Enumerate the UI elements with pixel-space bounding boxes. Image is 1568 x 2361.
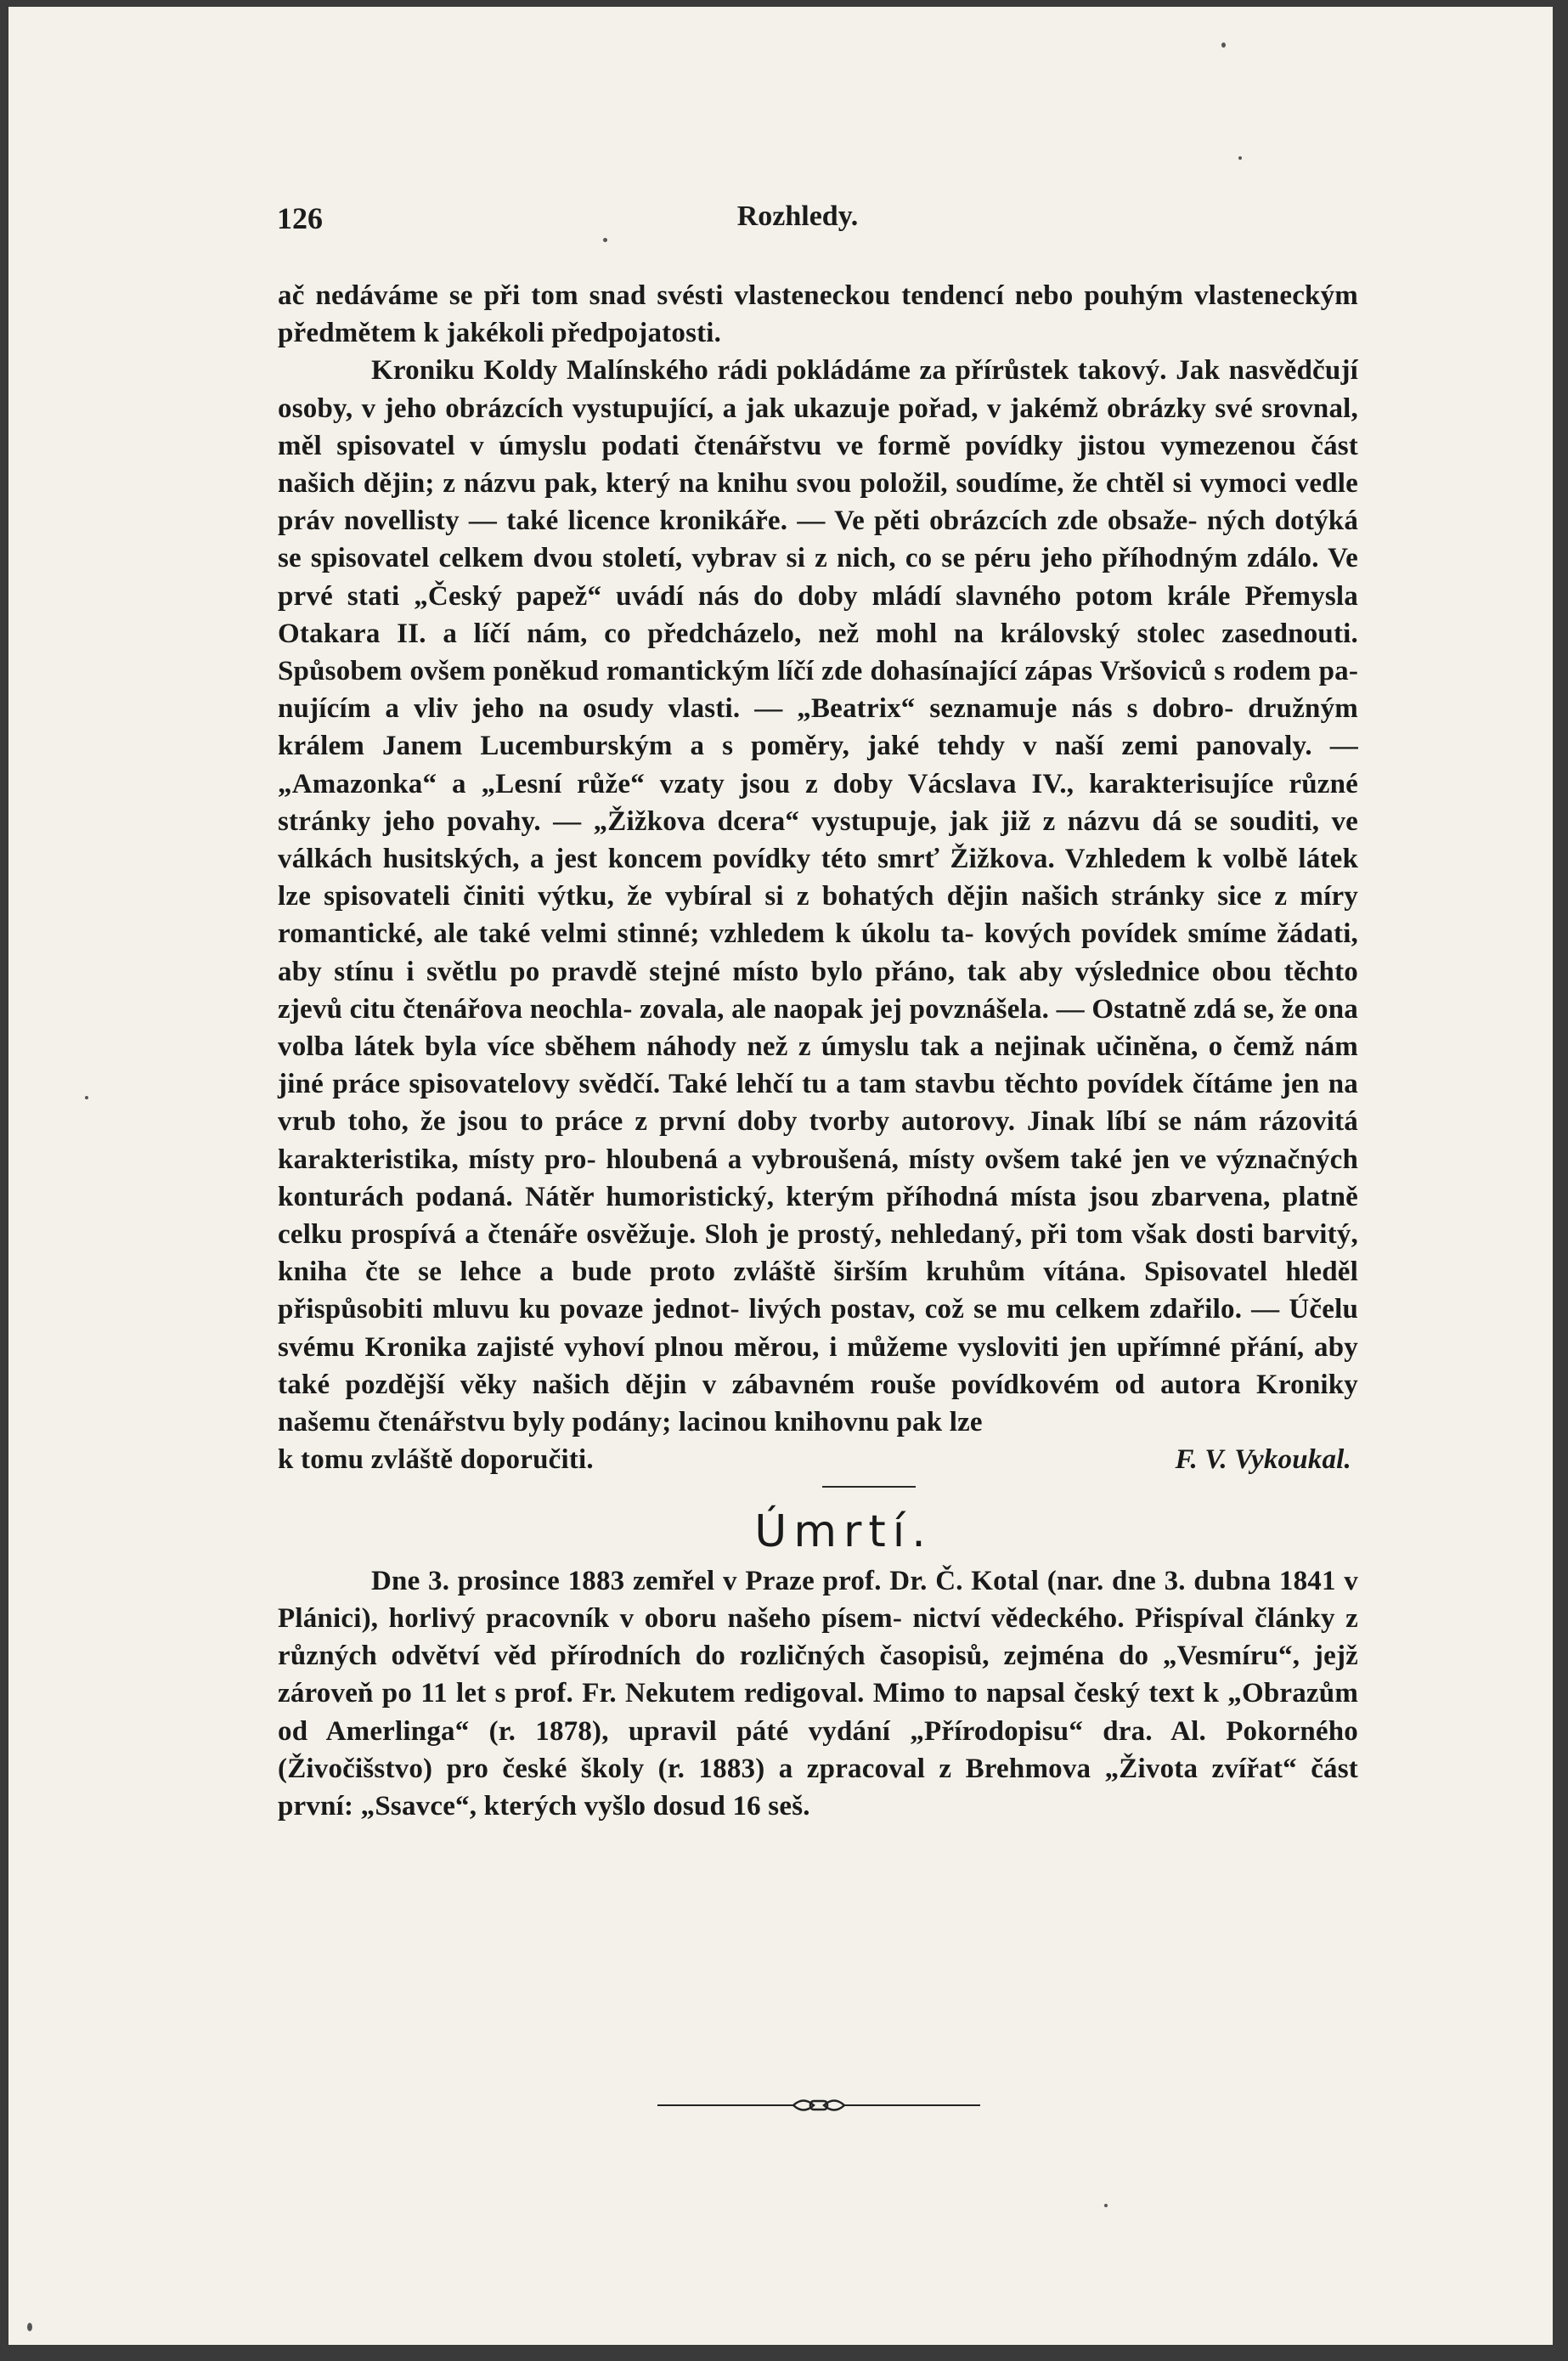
text-line: Dne 3. prosince 1883 zemřel v Praze prof. Dr. Č. Kotal (nar.: [371, 1565, 1104, 1596]
review-closing-line: [278, 1441, 1358, 1478]
text-line: látek byla více sběhem náhody než z úmyslu tak a nejinak učiněna,: [354, 1031, 1199, 1063]
text-line: předcházelo, než mohl na královský stolec zasednouti. Spůsobem ovšem: [278, 618, 1358, 687]
text-line: kových povídek smíme žádati, aby stínu i světlu po pravdě stejné místo: [278, 918, 1359, 987]
text-line: nictví vědeckého. Přispíval články z různých odvětví věd přírodních: [278, 1602, 1358, 1672]
running-head: Rozhledy.: [736, 201, 859, 232]
text-line: zemi panovaly. — „Amazonka“ a „Lesní růže“ vzaty jsou z doby: [278, 731, 1358, 799]
page-header: [8, 201, 1553, 243]
text-line: dne 3. dubna 1841 v Plánici), horlivý pracovník v oboru našeho písem-: [278, 1565, 1358, 1634]
text-line: livých postav, což se mu celkem zdařilo. — Účelu svému Kronika zajisté: [278, 1294, 1359, 1363]
text-line: platně celku prospívá a čtenáře osvěžuje. Sloh je prostý, nehledaný, při: [278, 1181, 1359, 1251]
text-line: Kroniky našemu čtenářstvu byly podány; lacinou knihovnu pak lze: [278, 1369, 1358, 1438]
text-line: nujícím a vliv jeho na osudy vlasti. — „Beatrix“ seznamuje nás s dobro-: [278, 693, 1234, 725]
text-line: spisovateli činiti výtku, že vybíral si z bohatých dějin našich stránky: [324, 881, 1205, 912]
text-line: ač nedáváme se při tom snad svésti vlasteneckou tendencí nebo pouhým: [278, 280, 1184, 311]
text-line: péru jeho příhodným zdálo. Ve prvé stati „Český papež“ uvádí nás do: [278, 543, 1358, 612]
review-paragraph-1: [278, 277, 1358, 352]
paper-speck: [1104, 2204, 1108, 2207]
text-line: od Amerlinga“ (r. 1878), upravil páté vydání „Přírodopisu“ dra. Al.: [278, 1715, 1206, 1747]
text-line: hloubená a vybroušená, místy ovšem také jen ve význačných konturách: [278, 1144, 1358, 1212]
obituary-heading: Úmrtí.: [754, 1505, 933, 1557]
text-line: a jest koncem povídky této smrť Žižkova. Vzhledem k volbě látek lze: [278, 844, 1358, 912]
text-line: do rozličných časopisů, zejména do „Vesmíru“, jejž zároveň po 11 let: [278, 1641, 1358, 1709]
text-line: pozdější věky našich dějin v zábavném rouše povídkovém od autora: [345, 1369, 1241, 1400]
text-line: doby mládí slavného potom krále Přemysla Otakara II. a líčí nám, co: [278, 580, 1358, 649]
text-line: Vácslava IV., karakterisujíce různé stránky jeho povahy. — „Žižkova: [278, 768, 1359, 837]
text-line: zovala, ale naopak jej povznášela. — Ostatně zdá se, že ona volba: [278, 993, 1358, 1063]
text-line: kruhům vítána. Spisovatel hleděl přispůsobiti mluvu ku povaze jednot-: [278, 1257, 1359, 1325]
text-line: v jakémž obrázky své srovnal, měl spisovatel v úmyslu podati čtenářstvu: [278, 393, 1358, 461]
text-line: novellisty — také licence kronikáře. — Ve pěti obrázcích zde obsaže-: [343, 506, 1198, 537]
text-line: dcera“ vystupuje, jak již z názvu dá se souditi, ve válkách husitských,: [278, 805, 1358, 875]
text-line: který na knihu svou položil, soudíme, že chtěl si vymoci vedle práv: [278, 468, 1358, 537]
text-line: vlasteneckým předmětem k jakékoli předpojatosti.: [278, 280, 1358, 349]
text-line: ve formě povídky jistou vymezenou část našich dějin; z názvu pak,: [278, 430, 1358, 500]
paper-speck: [1238, 156, 1242, 160]
text-line: tvorby autorovy. Jinak líbí se nám rázovitá karakteristika, místy pro-: [278, 1106, 1358, 1175]
obituary-paragraph: [278, 1562, 1358, 1825]
section-divider: [822, 1486, 916, 1488]
text-line: poněkud romantickým líčí zde dohasínající zápas Vršoviců s rodem pa-: [493, 656, 1359, 687]
end-ornament: [657, 2093, 980, 2118]
paper-speck: [85, 1096, 88, 1099]
text-line: „Života zvířat“ část první: „Ssavce“, kterých vyšlo dosud 16 seš.: [278, 1753, 1358, 1822]
text-line: s prof. Fr. Nekutem redigoval. Mimo to napsal český text k „Obrazům: [494, 1678, 1359, 1709]
text-line: Jak nasvědčují osoby, v jeho obrázcích vystupující, a jak ukazuje pořad,: [278, 355, 1358, 424]
author-signature: F. V. Vykoukal.: [1175, 1444, 1351, 1476]
text-line: Pokorného (Živočišstvo) pro české školy (r. 1883) a zpracoval z Brehmova: [278, 1715, 1358, 1784]
text-line: těchto povídek čítáme jen na vrub toho, že jsou to práce z první doby: [278, 1069, 1359, 1138]
book-page: [8, 7, 1553, 2345]
text-line: sice z míry romantické, ale také velmi stinné; vzhledem k úkolu ta-: [278, 881, 1358, 950]
text-line: ných dotýká se spisovatel celkem dvou století, vybrav si z nich, co se: [278, 506, 1359, 574]
text-line: o čemž nám jiné práce spisovatelovy svědčí. Také lehčí tu a tam stavbu: [278, 1031, 1358, 1100]
paper-speck: [603, 238, 607, 242]
page-number: 126: [277, 201, 323, 235]
paper-speck: [27, 2323, 32, 2331]
text-line: družným králem Janem Lucemburským a s poměry, jaké tehdy v naší: [278, 693, 1358, 762]
text-line: vyhoví plnou měrou, i můžeme vysloviti jen upřímné přání, aby také: [278, 1331, 1358, 1400]
text-line: k tomu zvláště doporučiti.: [278, 1444, 594, 1476]
text-line: bylo přáno, tak aby výslednice obou těchto zjevů citu čtenářova neochla-: [278, 956, 1358, 1025]
body-text: [278, 277, 1358, 1825]
text-line: tom však dosti barvitý, kniha čte se lehce a bude proto zvláště širším: [278, 1219, 1359, 1288]
text-line: Kroniku Koldy Malínského rádi pokládáme za přírůstek takový.: [371, 355, 1167, 387]
review-paragraph-2: [278, 352, 1358, 1441]
paper-speck: [1221, 42, 1226, 48]
text-line: podaná. Nátěr humoristický, kterým příhodná místa jsou zbarvena,: [415, 1181, 1271, 1212]
